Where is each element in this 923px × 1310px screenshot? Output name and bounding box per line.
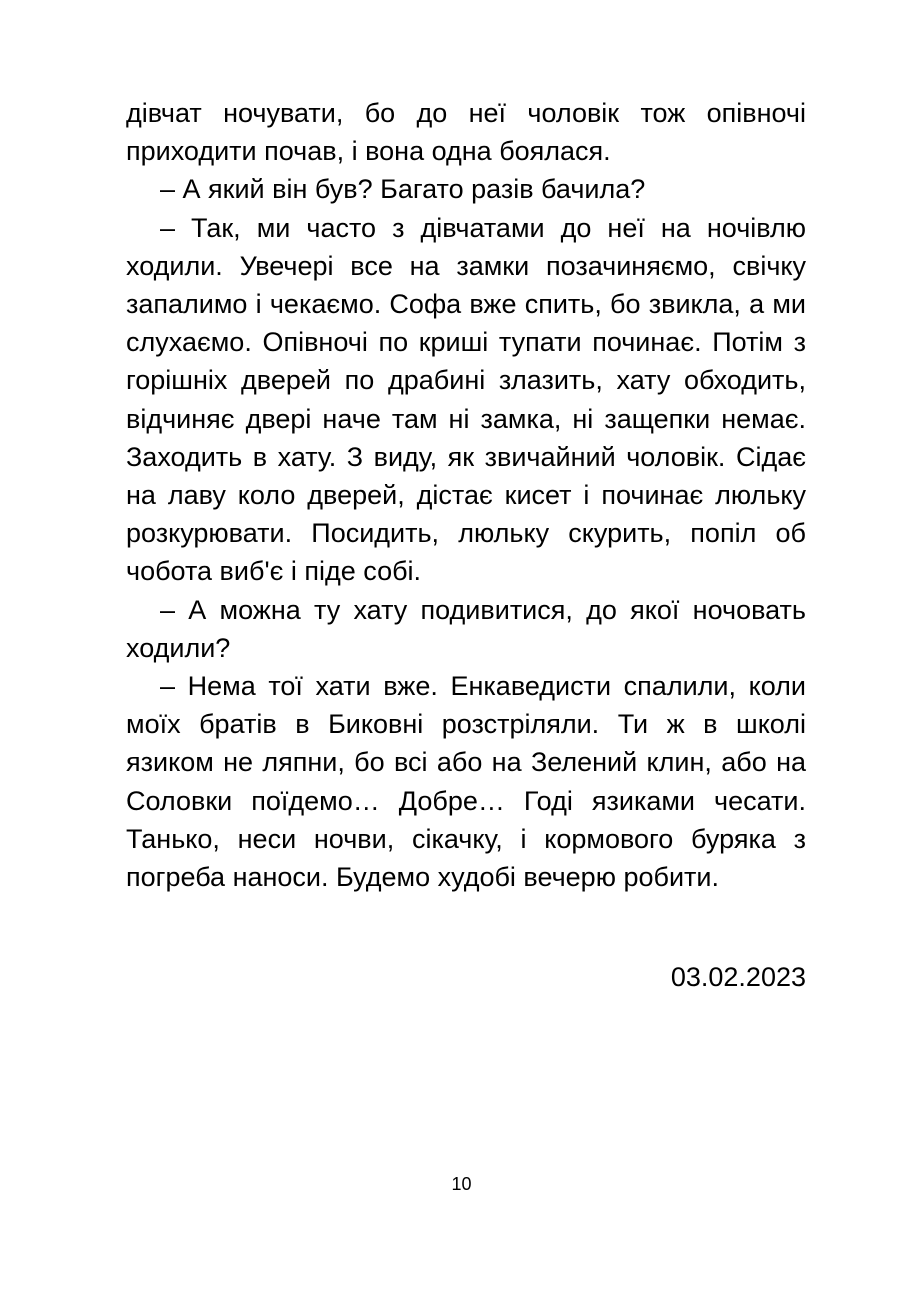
- paragraph-dialogue-question-2: – А можна ту хату подивитися, до якої ночовать ходили?: [126, 594, 806, 663]
- document-date: 03.02.2023: [670, 962, 806, 992]
- paragraph-dialogue-answer: – Так, ми часто з дівчатами до неї на ночівлю ходили. Увечері все на замки позачиняємо, свічку запалимо і чекаємо. Софа вже спить, бо звикла, а ми слухаємо. Опівночі по криші тупати починає. Потім з горішніх дверей по драбині злазить, хату обходить, відчиняє двері наче там ні замка, ні защепки немає. Заходить в хату. З виду, як звичайний чоловік. Сідає на лаву коло дверей, дістає кисет і починає люльку розкурювати. Посидить, люльку скурить, попіл об чобота виб'є і піде собі.: [126, 212, 806, 587]
- paragraph-dialogue-answer-2: – Нема тої хати вже. Енкаведисти спалили, коли моїх братів в Биковні розстріляли. Ти ж в школі язиком не ляпни, бо всі або на Зелений клин, або на Соловки поїдемо… Добре… Годі язиками чесати. Танько, неси ночви, сікачку, і кормового буряка з погреба наноси. Будемо худобі вечерю робити.: [126, 671, 806, 893]
- paragraph-continuation: дівчат ночувати, бо до неї чоловік тож опівночі приходити почав, і вона одна боялася.: [126, 98, 806, 167]
- paragraph-dialogue-question: – А який він був? Багато разів бачила?: [160, 174, 646, 205]
- page-number: 10: [451, 1174, 472, 1194]
- body-text: [126, 94, 806, 896]
